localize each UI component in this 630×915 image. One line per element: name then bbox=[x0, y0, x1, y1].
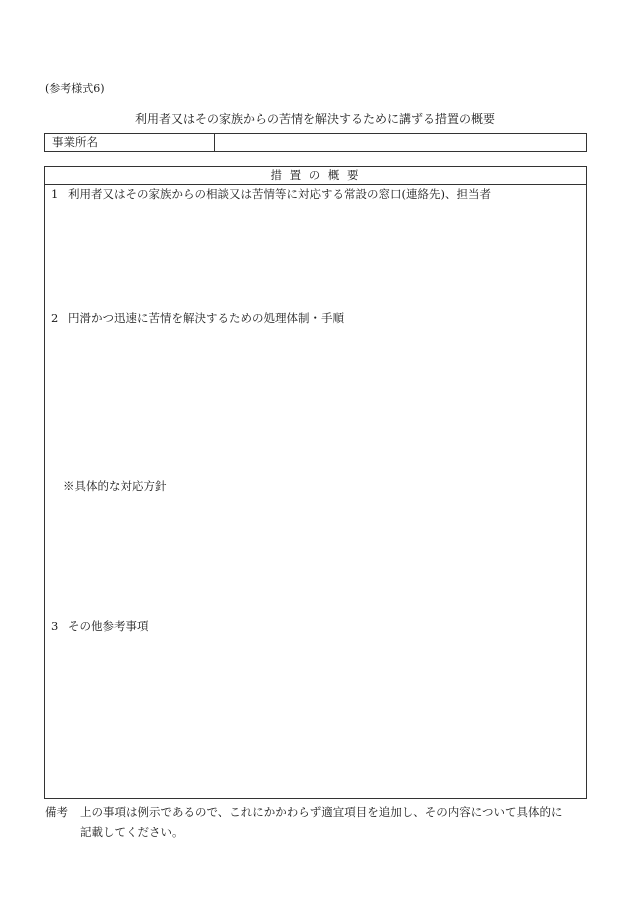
office-name-field[interactable] bbox=[215, 134, 586, 151]
remarks-text-line-2: 記載してください。 bbox=[80, 825, 184, 839]
section-other-reference bbox=[51, 618, 149, 634]
remarks-label: 備考 bbox=[45, 805, 68, 819]
section-text: その他参考事項 bbox=[68, 619, 149, 633]
document-title: 利用者又はその家族からの苦情を解決するために講ずる措置の概要 bbox=[134, 112, 495, 126]
measures-table bbox=[44, 166, 587, 799]
section-number: 2 bbox=[51, 311, 59, 325]
section-number: 1 bbox=[51, 187, 59, 201]
specific-policy-note: ※具体的な対応方針 bbox=[63, 479, 167, 493]
section-text: 円滑かつ迅速に苦情を解決するための処理体制・手順 bbox=[68, 311, 344, 325]
office-name-table bbox=[44, 133, 587, 152]
office-name-label: 事業所名 bbox=[45, 134, 215, 151]
section-number: 3 bbox=[51, 619, 59, 633]
remarks-text-line-1: 上の事項は例示であるので、これにかかわらず適宜項目を追加し、その内容について具体的に bbox=[80, 805, 563, 819]
form-reference: (参考様式6) bbox=[45, 82, 105, 95]
section-text: 利用者又はその家族からの相談又は苦情等に対応する常設の窓口(連絡先)、担当者 bbox=[68, 187, 491, 201]
section-complaint-window bbox=[51, 186, 491, 202]
section-handling-procedure bbox=[51, 310, 344, 326]
measures-header: 措 置 の 概 要 bbox=[45, 167, 586, 185]
